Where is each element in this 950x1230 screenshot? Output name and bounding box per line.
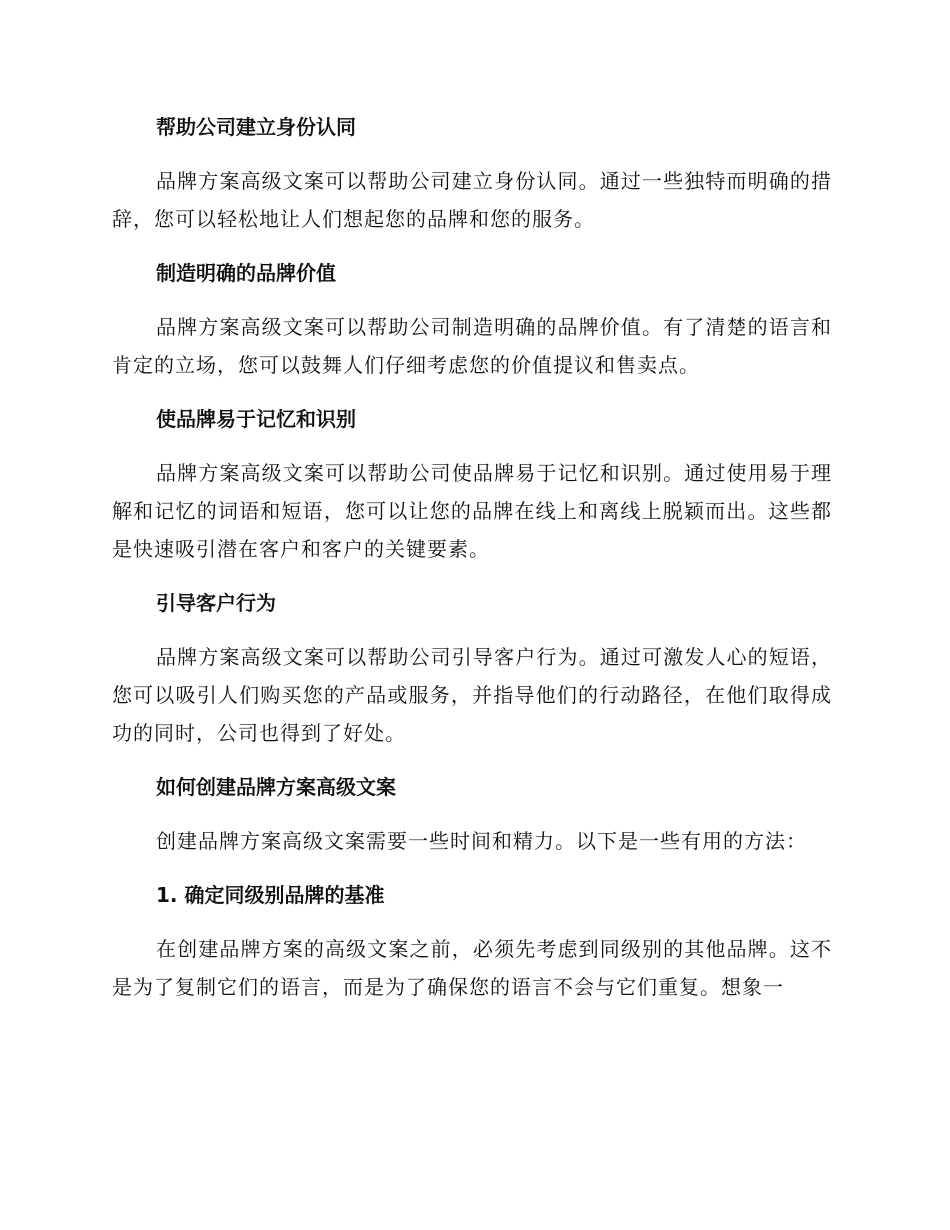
section-paragraph: 品牌方案高级文案可以帮助公司使品牌易于记忆和识别。通过使用易于理解和记忆的词语和短语，您可以让您的品牌在线上和离线上脱颖而出。这些都是快速吸引潜在客户和客户的关键要素。	[112, 461, 832, 561]
section-paragraph: 品牌方案高级文案可以帮助公司制造明确的品牌价值。有了清楚的语言和肯定的立场，您可以鼓舞人们仔细考虑您的价值提议和售卖点。	[112, 315, 832, 377]
section-benchmark	[112, 876, 832, 1006]
section-how-to-create	[112, 768, 832, 860]
section-memorable	[112, 400, 832, 568]
document-body	[112, 108, 832, 1022]
section-heading: 帮助公司建立身份认同	[156, 115, 356, 139]
section-heading: 如何创建品牌方案高级文案	[156, 775, 396, 799]
section-guide-behavior	[112, 584, 832, 752]
section-heading: 使品牌易于记忆和识别	[156, 407, 356, 431]
section-paragraph: 创建品牌方案高级文案需要一些时间和精力。以下是一些有用的方法：	[156, 829, 807, 853]
section-paragraph: 品牌方案高级文案可以帮助公司建立身份认同。通过一些独特而明确的措辞，您可以轻松地让人们想起您的品牌和您的服务。	[112, 169, 832, 231]
section-brand-value	[112, 254, 832, 384]
section-identity	[112, 108, 832, 238]
section-heading: 引导客户行为	[156, 591, 276, 615]
section-paragraph: 在创建品牌方案的高级文案之前，必须先考虑到同级别的其他品牌。这不是为了复制它们的语言，而是为了确保您的语言不会与它们重复。想象一	[112, 937, 832, 999]
section-heading: 1. 确定同级别品牌的基准	[156, 883, 385, 907]
section-paragraph: 品牌方案高级文案可以帮助公司引导客户行为。通过可激发人心的短语，您可以吸引人们购买您的产品或服务，并指导他们的行动路径，在他们取得成功的同时，公司也得到了好处。	[112, 645, 832, 745]
section-heading: 制造明确的品牌价值	[156, 261, 336, 285]
